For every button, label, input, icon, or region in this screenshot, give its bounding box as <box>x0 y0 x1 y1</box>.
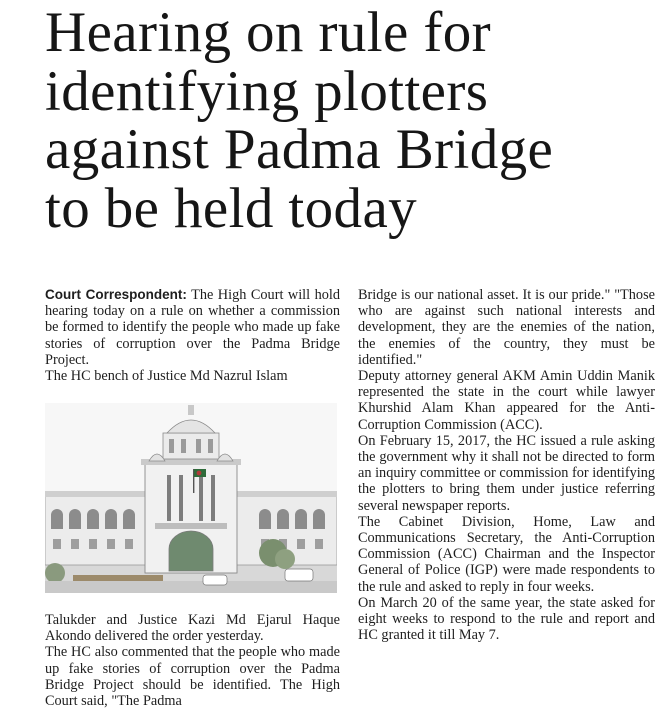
paragraph-1-text: The High Court will hold hearing today on a rule on whether a commission be formed to identify the people who made up fake stories of corruption over the Padma Bridge Project. <box>45 287 341 368</box>
headline-line-3: against Padma Bridge <box>45 118 554 181</box>
high-court-building-image <box>45 403 337 593</box>
paragraph-4: The HC also commented that the people who made up fake stories of corruption over the Padma Bridge Project should be identified. The High Court said, "The Padma <box>45 644 340 710</box>
article-column-1-lower <box>45 612 340 709</box>
paragraph-2: The HC bench of Justice Md Nazrul Islam <box>45 368 288 385</box>
byline: Court Correspondent: <box>45 287 187 302</box>
headline-line-2: identifying plotters <box>45 59 489 123</box>
headline <box>45 1 655 240</box>
paragraph-1 <box>45 287 340 368</box>
paragraph-9: On March 20 of the same year, the state asked for eight weeks to respond to the rule and report and HC granted it till May 7. <box>358 594 655 644</box>
headline-line-1: Hearing on rule for <box>45 1 492 64</box>
paragraph-6: Deputy attorney general AKM Amin Uddin Manik represented the state in the court while lawyer Khurshid Alam Khan appeared for the Anti-Corruption Commission (ACC). <box>358 368 655 433</box>
paragraph-3: Talukder and Justice Kazi Md Ejarul Haque Akondo delivered the order yesterday. <box>45 612 340 645</box>
article-column-2 <box>358 287 655 643</box>
article-column-1 <box>45 287 340 384</box>
paragraph-5: Bridge is our national asset. It is our pride." "Those who are against such national interests and development, they are the enemies of the nation, the enemies of the country, they must be identified." <box>358 287 655 368</box>
high-court-photo <box>45 403 337 593</box>
paragraph-8: The Cabinet Division, Home, Law and Communications Secretary, the Anti-Corruption Commission (ACC) Chairman and the Inspector General of Police (IGP) were made respondents to the rule and asked to reply in four weeks. <box>358 513 655 595</box>
headline-line-4: to be held today <box>45 176 418 240</box>
paragraph-7: On February 15, 2017, the HC issued a rule asking the government why it shall not be directed to form an inquiry committee or commission for identifying the plotters to bring them under justice referring several newspaper reports. <box>358 432 656 514</box>
